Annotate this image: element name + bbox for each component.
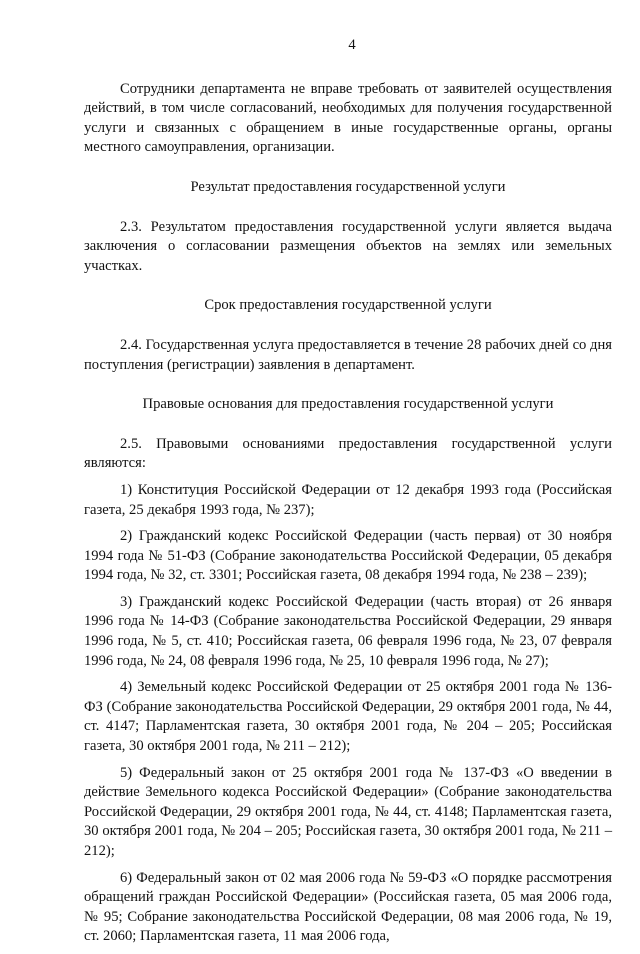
list-item: 4) Земельный кодекс Российской Федерации от 25 октября 2001 года № 136-ФЗ (Собрание законодательства Российской Федерации, 29 октября 2001 года, № 44, ст. 4147; Парламентская газета, 30 октября 2001 года, № 204 – 205; Российская газета, 30 октября 2001 года, № 211 – 212); — [84, 679, 612, 755]
document-page — [84, 36, 612, 954]
paragraph-2-5: 2.5. Правовыми основаниями предоставления государственной услуги являются: — [84, 435, 612, 472]
paragraph-2-4: 2.4. Государственная услуга предоставляется в течение 28 рабочих дней со дня поступления (регистрации) заявления в департамент. — [84, 336, 612, 373]
list-item: 5) Федеральный закон от 25 октября 2001 года № 137-ФЗ «О введении в действие Земельного кодекса Российской Федерации» (Собрание законодательства Российской Федерации, 29 октября 2001 года, № 44, ст. 4148; Парламентская газета, 30 октября 2001 года, № 204 – 205; Российская газета, 30 октября 2001 года, № 211 – 212); — [84, 764, 612, 859]
intro-paragraph: Сотрудники департамента не вправе требовать от заявителей осуществления действий, в том числе согласований, необходимых для получения государственной услуги и связанных с обращением в иные государственные органы, органы местного самоуправления, организации. — [84, 80, 612, 156]
section-result — [84, 178, 612, 276]
section-heading-term: Срок предоставления государственной услуги — [204, 297, 492, 314]
section-legal-basis — [84, 395, 612, 947]
list-item: 6) Федеральный закон от 02 мая 2006 года № 59-ФЗ «О порядке рассмотрения обращений граждан Российской Федерации» (Российская газета, 05 мая 2006 года, № 95; Собрание законодательства Российской Федерации, 08 мая 2006 года, № 19, ст. 2060; Парламентская газета, 11 мая 2006 года, — [84, 869, 612, 945]
legal-acts-list — [84, 481, 612, 947]
list-item: 2) Гражданский кодекс Российской Федерации (часть первая) от 30 ноября 1994 года № 51-ФЗ (Собрание законодательства Российской Федерации, 05 декабря 1994 года, № 32, ст. 3301; Российская газета, 08 декабря 1994 года, № 238 – 239); — [84, 528, 612, 584]
section-heading-result: Результат предоставления государственной услуги — [190, 178, 506, 195]
section-heading-legal-basis: Правовые основания для предоставления государственной услуги — [142, 396, 554, 413]
list-item: 1) Конституция Российской Федерации от 12 декабря 1993 года (Российская газета, 25 декабря 1993 года, № 237); — [84, 481, 612, 518]
section-term — [84, 296, 612, 375]
paragraph-2-3: 2.3. Результатом предоставления государственной услуги является выдача заключения о согласовании размещения объектов на землях или земельных участках. — [84, 218, 612, 274]
page-number: 4 — [348, 37, 356, 53]
list-item: 3) Гражданский кодекс Российской Федерации (часть вторая) от 26 января 1996 года № 14-ФЗ (Собрание законодательства Российской Федерации, 29 января 1996 года, № 5, ст. 410; Российская газета, 06 февраля 1996 года, № 23, 07 февраля 1996 года, № 24, 08 февраля 1996 года, № 25, 10 февраля 1996 года, № 27); — [84, 593, 612, 669]
